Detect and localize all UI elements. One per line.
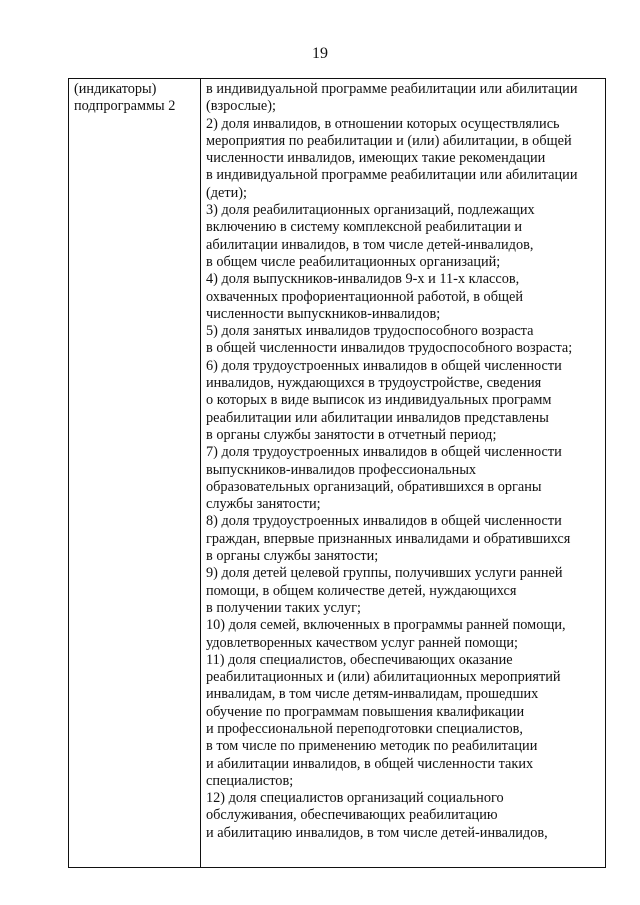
left-cell-line: (индикаторы) bbox=[74, 81, 157, 97]
content-line: 3) доля реабилитационных организаций, подлежащих bbox=[206, 202, 535, 219]
content-line: 10) доля семей, включенных в программы ранней помощи, bbox=[206, 617, 566, 634]
content-line: в общей численности инвалидов трудоспособного возраста; bbox=[206, 340, 573, 357]
content-line: 2) доля инвалидов, в отношении которых осуществлялись bbox=[206, 115, 560, 132]
indicator-content-cell bbox=[201, 79, 606, 868]
content-line: охваченных профориентационной работой, в общей bbox=[206, 288, 523, 305]
content-line: граждан, впервые признанных инвалидами и обратившихся bbox=[206, 530, 571, 547]
content-line: 11) доля специалистов, обеспечивающих оказание bbox=[206, 651, 513, 668]
content-line: выпускников-инвалидов профессиональных bbox=[206, 461, 477, 478]
content-line: помощи, в общем количестве детей, нуждающихся bbox=[206, 582, 517, 599]
page-number: 19 bbox=[312, 45, 328, 62]
indicators-table bbox=[68, 78, 606, 868]
content-line: в индивидуальной программе реабилитации или абилитации bbox=[206, 81, 578, 97]
content-line: о которых в виде выписок из индивидуальных программ bbox=[206, 392, 552, 409]
content-line: абилитации инвалидов, в том числе детей-инвалидов, bbox=[206, 236, 534, 253]
content-line: численности выпускников-инвалидов; bbox=[206, 305, 441, 322]
content-line: удовлетворенных качеством услуг ранней помощи; bbox=[206, 634, 518, 651]
content-line: 7) доля трудоустроенных инвалидов в общей численности bbox=[206, 444, 562, 461]
content-line: (дети); bbox=[206, 184, 248, 201]
indicator-label-cell bbox=[69, 79, 201, 868]
content-line: 5) доля занятых инвалидов трудоспособного возраста bbox=[206, 323, 534, 340]
content-line: инвалидам, в том числе детям-инвалидам, прошедших bbox=[206, 686, 539, 703]
content-line: численности инвалидов, имеющих такие рекомендации bbox=[206, 150, 546, 167]
content-line: мероприятия по реабилитации и (или) абилитации, в общей bbox=[206, 132, 572, 149]
content-line: 8) доля трудоустроенных инвалидов в общей численности bbox=[206, 513, 562, 530]
content-line: 4) доля выпускников-инвалидов 9-х и 11-х классов, bbox=[206, 271, 520, 288]
content-line: специалистов; bbox=[206, 772, 294, 789]
left-cell-line: подпрограммы 2 bbox=[74, 98, 176, 115]
content-line: инвалидов, нуждающихся в трудоустройстве, сведения bbox=[206, 375, 542, 392]
content-line: реабилитации или абилитации инвалидов представлены bbox=[206, 409, 549, 426]
content-line: и абилитацию инвалидов, в том числе детей-инвалидов, bbox=[206, 824, 548, 841]
content-line: в общем числе реабилитационных организаций; bbox=[206, 253, 501, 270]
content-line: (взрослые); bbox=[206, 98, 276, 115]
content-line: 12) доля специалистов организаций социального bbox=[206, 790, 504, 807]
content-line: включению в систему комплексной реабилитации и bbox=[206, 219, 522, 236]
table-row bbox=[69, 79, 606, 868]
content-line: в органы службы занятости в отчетный период; bbox=[206, 426, 497, 443]
content-line: 6) доля трудоустроенных инвалидов в общей численности bbox=[206, 357, 562, 374]
content-line: образовательных организаций, обратившихся в органы bbox=[206, 478, 542, 495]
content-line: в органы службы занятости; bbox=[206, 548, 379, 565]
content-line: в том числе по применению методик по реабилитации bbox=[206, 738, 538, 755]
content-line: службы занятости; bbox=[206, 496, 321, 513]
content-line: обслуживания, обеспечивающих реабилитацию bbox=[206, 807, 498, 824]
content-line: 9) доля детей целевой группы, получивших услуги ранней bbox=[206, 565, 563, 582]
content-line: обучение по программам повышения квалификации bbox=[206, 703, 525, 720]
content-line: в индивидуальной программе реабилитации или абилитации bbox=[206, 167, 578, 184]
content-line: и абилитации инвалидов, в общей численности таких bbox=[206, 755, 534, 772]
content-line: в получении таких услуг; bbox=[206, 599, 361, 616]
content-line: и профессиональной переподготовки специалистов, bbox=[206, 720, 523, 737]
content-line: реабилитационных и (или) абилитационных мероприятий bbox=[206, 669, 561, 686]
